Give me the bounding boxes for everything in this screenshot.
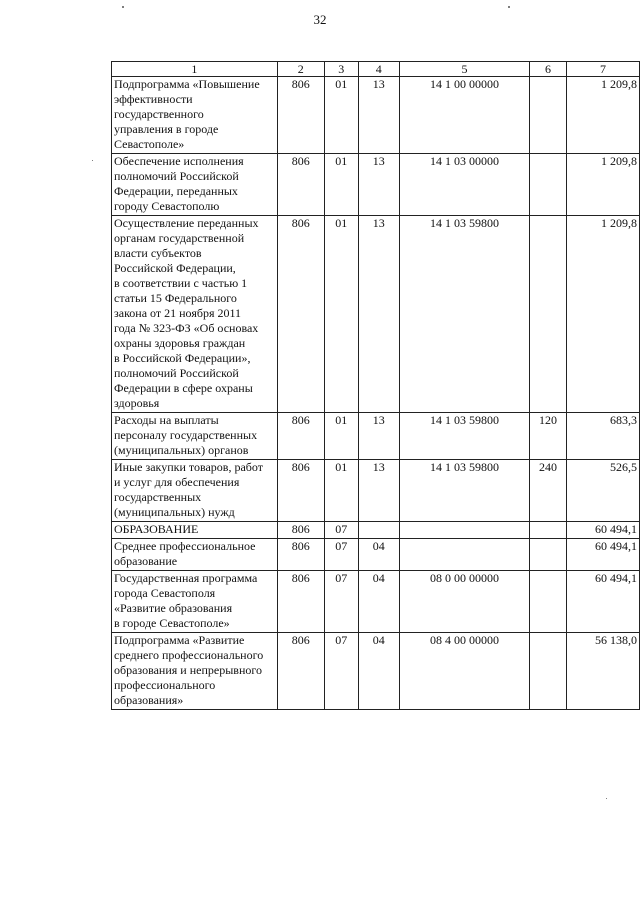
header-col-3: 3	[324, 62, 358, 77]
row-pr	[358, 522, 399, 539]
row-amount: 1 209,8	[566, 77, 639, 154]
row-ved: 806	[277, 539, 324, 571]
row-rz: 07	[324, 539, 358, 571]
table-row	[112, 633, 640, 710]
row-csr: 14 1 03 59800	[399, 460, 529, 522]
row-csr: 08 0 00 00000	[399, 571, 529, 633]
scan-speck	[92, 160, 93, 161]
table-header-row	[112, 62, 640, 77]
row-pr: 13	[358, 154, 399, 216]
row-ved: 806	[277, 216, 324, 413]
row-csr: 14 1 00 00000	[399, 77, 529, 154]
row-vr	[529, 77, 566, 154]
row-rz: 01	[324, 460, 358, 522]
table-row	[112, 539, 640, 571]
row-rz: 07	[324, 571, 358, 633]
row-pr: 13	[358, 413, 399, 460]
row-csr: 14 1 03 59800	[399, 413, 529, 460]
scan-speck	[606, 798, 607, 799]
header-col-1: 1	[112, 62, 278, 77]
row-pr: 13	[358, 77, 399, 154]
row-csr: 08 4 00 00000	[399, 633, 529, 710]
row-rz: 01	[324, 154, 358, 216]
row-ved: 806	[277, 154, 324, 216]
row-csr	[399, 522, 529, 539]
row-rz: 07	[324, 522, 358, 539]
row-name: Государственная программа города Севастополя «Развитие образования в городе Севастополе»	[112, 571, 278, 633]
row-vr: 240	[529, 460, 566, 522]
table-row	[112, 413, 640, 460]
row-name: Среднее профессиональное образование	[112, 539, 278, 571]
page-number: 32	[313, 12, 327, 27]
row-pr: 04	[358, 571, 399, 633]
row-ved: 806	[277, 522, 324, 539]
row-name: Обеспечение исполнения полномочий Российской Федерации, переданных городу Севастополю	[112, 154, 278, 216]
scan-speck	[122, 6, 124, 8]
row-pr: 04	[358, 633, 399, 710]
table-row	[112, 571, 640, 633]
row-amount: 60 494,1	[566, 571, 639, 633]
row-name: Подпрограмма «Повышение эффективности государственного управления в городе Севастополе»	[112, 77, 278, 154]
row-amount: 526,5	[566, 460, 639, 522]
row-vr	[529, 216, 566, 413]
row-vr	[529, 154, 566, 216]
row-name: Иные закупки товаров, работ и услуг для обеспечения государственных (муниципальных) нужд	[112, 460, 278, 522]
table-row	[112, 77, 640, 154]
table-row	[112, 522, 640, 539]
row-ved: 806	[277, 413, 324, 460]
row-rz: 01	[324, 413, 358, 460]
header-col-7: 7	[566, 62, 639, 77]
row-pr: 13	[358, 216, 399, 413]
row-name: ОБРАЗОВАНИЕ	[112, 522, 278, 539]
budget-table	[111, 61, 640, 710]
table-row	[112, 154, 640, 216]
row-name: Осуществление переданных органам государственной власти субъектов Российской Федерации, в соответствии с частью 1 статьи 15 Федерального закона от 21 ноября 2011 года № 323-ФЗ «Об основах охраны здоровья граждан в Российской Федерации», полномочий Российской Федерации в сфере охраны здоровья	[112, 216, 278, 413]
row-ved: 806	[277, 77, 324, 154]
row-csr: 14 1 03 00000	[399, 154, 529, 216]
row-amount: 60 494,1	[566, 539, 639, 571]
row-vr	[529, 633, 566, 710]
row-vr: 120	[529, 413, 566, 460]
row-rz: 01	[324, 216, 358, 413]
row-amount: 1 209,8	[566, 154, 639, 216]
row-ved: 806	[277, 633, 324, 710]
row-name: Подпрограмма «Развитие среднего профессионального образования и непрерывного профессионального образования»	[112, 633, 278, 710]
row-vr	[529, 539, 566, 571]
row-amount: 60 494,1	[566, 522, 639, 539]
row-csr: 14 1 03 59800	[399, 216, 529, 413]
row-vr	[529, 522, 566, 539]
row-amount: 1 209,8	[566, 216, 639, 413]
header-col-5: 5	[399, 62, 529, 77]
table-row	[112, 460, 640, 522]
scan-speck	[508, 6, 510, 8]
row-csr	[399, 539, 529, 571]
row-ved: 806	[277, 460, 324, 522]
row-pr: 04	[358, 539, 399, 571]
header-col-6: 6	[529, 62, 566, 77]
row-rz: 01	[324, 77, 358, 154]
row-pr: 13	[358, 460, 399, 522]
row-amount: 683,3	[566, 413, 639, 460]
row-ved: 806	[277, 571, 324, 633]
table-row	[112, 216, 640, 413]
header-col-2: 2	[277, 62, 324, 77]
header-col-4: 4	[358, 62, 399, 77]
row-name: Расходы на выплаты персоналу государственных (муниципальных) органов	[112, 413, 278, 460]
row-rz: 07	[324, 633, 358, 710]
row-amount: 56 138,0	[566, 633, 639, 710]
row-vr	[529, 571, 566, 633]
